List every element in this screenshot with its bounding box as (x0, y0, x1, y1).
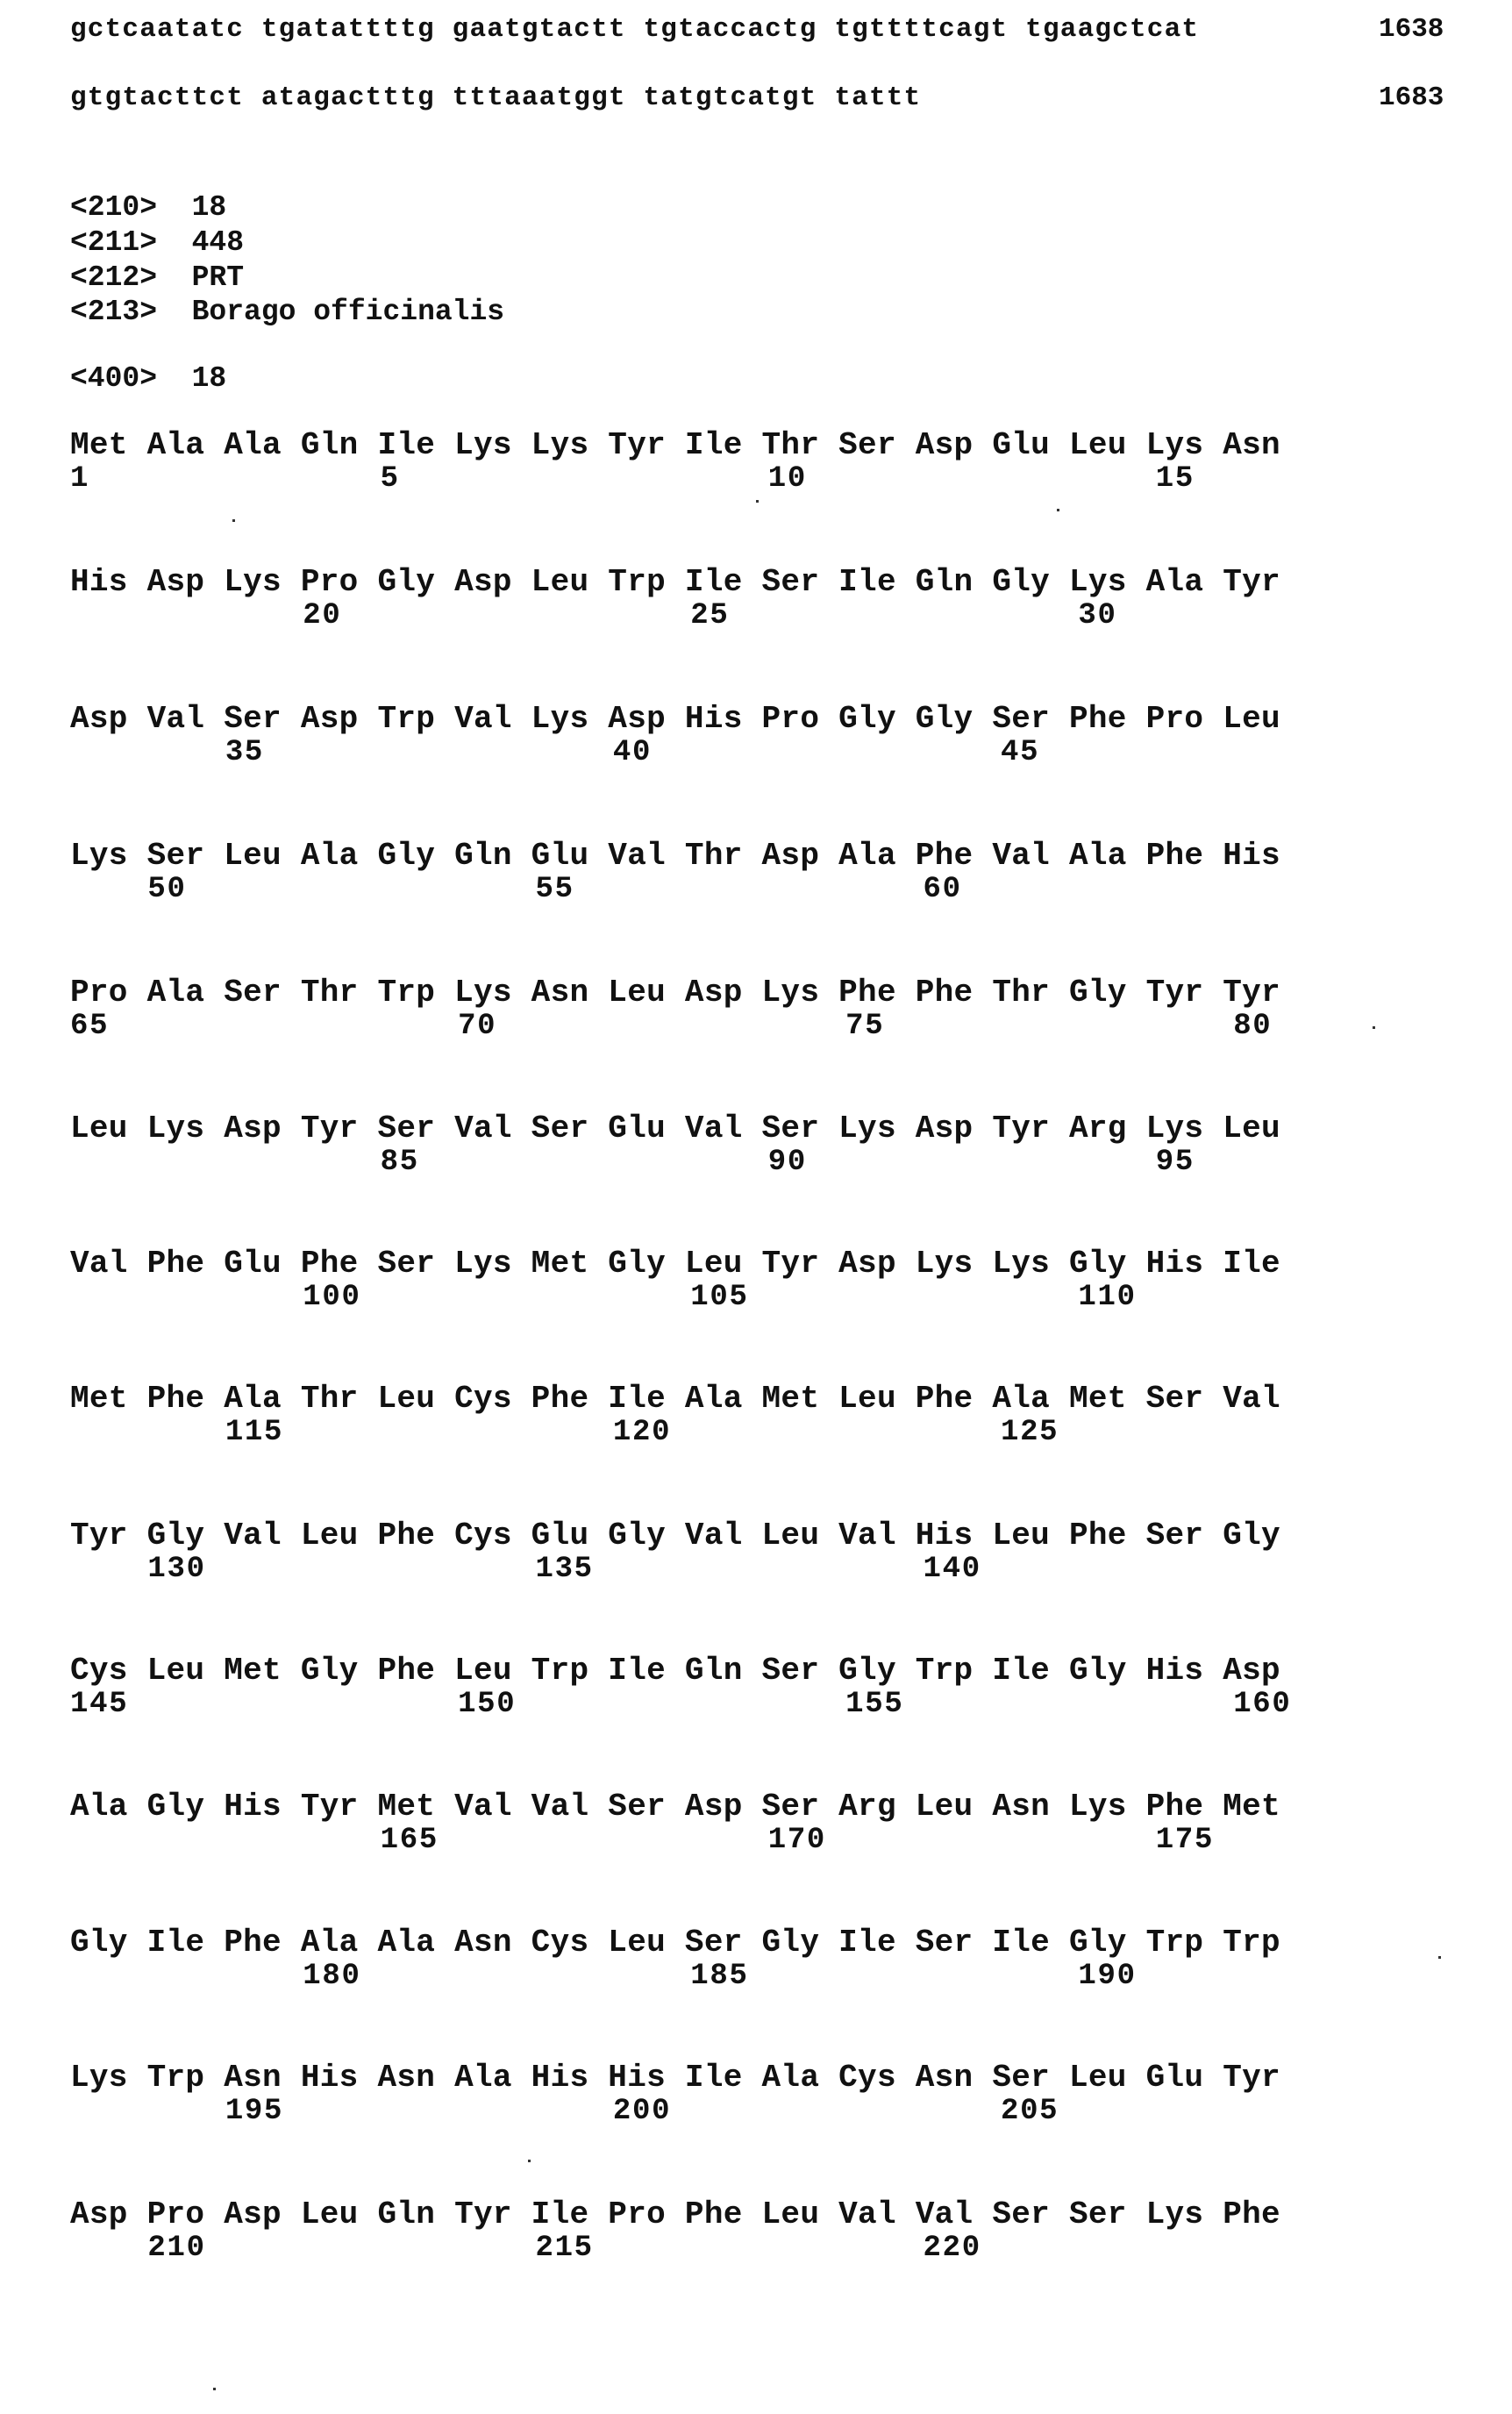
residue-row: Tyr Gly Val Leu Phe Cys Glu Gly Val Leu Val His Leu Phe Ser Gly (70, 1518, 1280, 1553)
scan-speck (756, 500, 759, 503)
field-210-seq-id: <210> 18 (70, 191, 227, 224)
field-400-sequence: <400> 18 (70, 362, 227, 395)
nucleotide-line-1: gctcaatatc tgatattttg gaatgtactt tgtaccactg tgttttcagt tgaagctcat (70, 14, 1200, 45)
position-row: 1 5 10 15 (70, 462, 1195, 496)
scan-speck (232, 519, 235, 522)
position-row: 165 170 175 (70, 1824, 1215, 1857)
residue-row: Met Phe Ala Thr Leu Cys Phe Ile Ala Met Leu Phe Ala Met Ser Val (70, 1381, 1280, 1417)
residue-row: Gly Ile Phe Ala Ala Asn Cys Leu Ser Gly Ile Ser Ile Gly Trp Trp (70, 1925, 1280, 1960)
residue-row: Val Phe Glu Phe Ser Lys Met Gly Leu Tyr Asp Lys Lys Gly His Ile (70, 1246, 1280, 1282)
position-row: 180 185 190 (70, 1960, 1137, 1993)
nucleotide-position-1: 1638 (1379, 14, 1444, 45)
position-row: 100 105 110 (70, 1281, 1137, 1314)
residue-row: Asp Val Ser Asp Trp Val Lys Asp His Pro Gly Gly Ser Phe Pro Leu (70, 701, 1280, 737)
scan-speck (528, 2160, 531, 2162)
residue-row: Leu Lys Asp Tyr Ser Val Ser Glu Val Ser Lys Asp Tyr Arg Lys Leu (70, 1111, 1280, 1146)
position-row: 65 70 75 80 (70, 1010, 1273, 1043)
position-row: 210 215 220 (70, 2232, 981, 2265)
position-row: 20 25 30 (70, 599, 1117, 632)
position-row: 130 135 140 (70, 1553, 981, 1586)
scan-speck (1438, 1956, 1441, 1959)
position-row: 145 150 155 160 (70, 1688, 1292, 1721)
scan-speck (213, 2388, 216, 2390)
field-211-length: <211> 448 (70, 226, 245, 259)
field-213-organism: <213> Borago officinalis (70, 296, 505, 328)
position-row: 195 200 205 (70, 2095, 1059, 2128)
position-row: 50 55 60 (70, 873, 962, 906)
residue-row: Asp Pro Asp Leu Gln Tyr Ile Pro Phe Leu Val Val Ser Ser Lys Phe (70, 2196, 1280, 2232)
field-212-type: <212> PRT (70, 261, 245, 294)
residue-row: Ala Gly His Tyr Met Val Val Ser Asp Ser Arg Leu Asn Lys Phe Met (70, 1789, 1280, 1825)
residue-row: His Asp Lys Pro Gly Asp Leu Trp Ile Ser Ile Gln Gly Lys Ala Tyr (70, 564, 1280, 600)
residue-row: Met Ala Ala Gln Ile Lys Lys Tyr Ile Thr Ser Asp Glu Leu Lys Asn (70, 427, 1280, 463)
nucleotide-line-2: gtgtacttct atagactttg tttaaatggt tatgtcatgt tattt (70, 82, 922, 113)
residue-row: Lys Ser Leu Ala Gly Gln Glu Val Thr Asp Ala Phe Val Ala Phe His (70, 838, 1280, 874)
position-row: 85 90 95 (70, 1146, 1195, 1179)
residue-row: Pro Ala Ser Thr Trp Lys Asn Leu Asp Lys Phe Phe Thr Gly Tyr Tyr (70, 975, 1280, 1011)
position-row: 115 120 125 (70, 1416, 1059, 1449)
residue-row: Lys Trp Asn His Asn Ala His His Ile Ala Cys Asn Ser Leu Glu Tyr (70, 2060, 1280, 2096)
residue-row: Cys Leu Met Gly Phe Leu Trp Ile Gln Ser Gly Trp Ile Gly His Asp (70, 1653, 1280, 1689)
nucleotide-position-2: 1683 (1379, 82, 1444, 113)
position-row: 35 40 45 (70, 736, 1040, 769)
scan-speck (1373, 1026, 1375, 1029)
scan-speck (1057, 509, 1059, 511)
